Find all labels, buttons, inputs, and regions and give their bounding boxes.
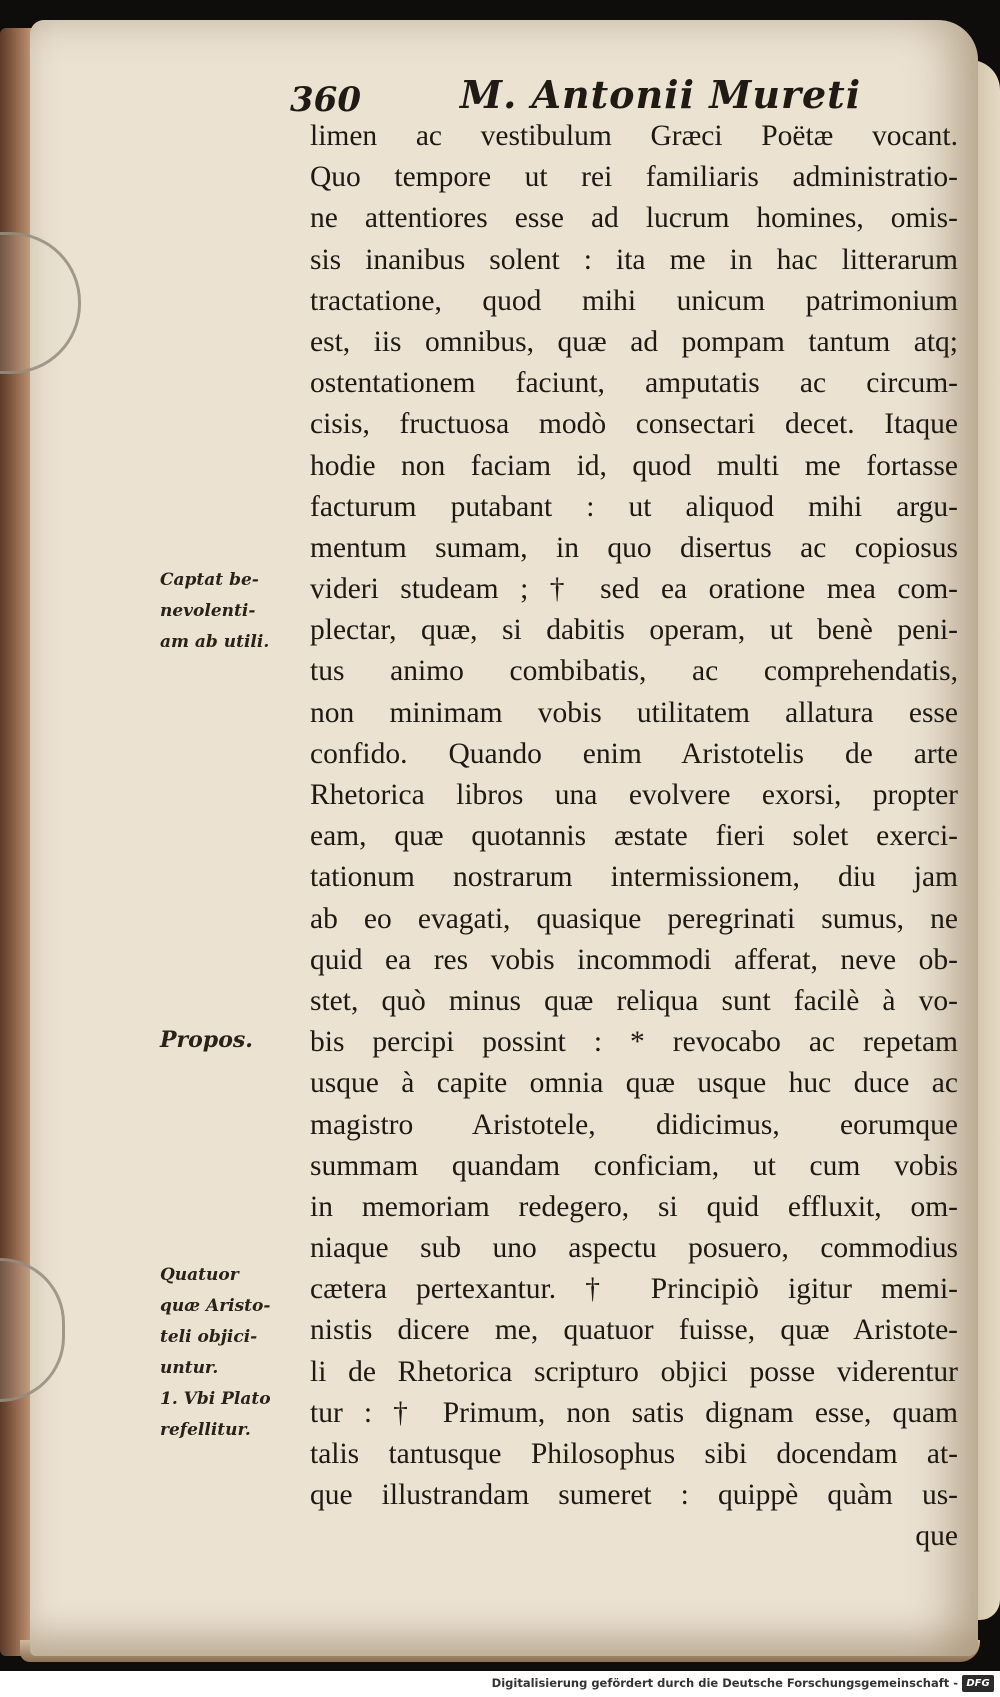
text-line: facturum putabant : ut aliquod mihi argu-: [310, 490, 958, 523]
text-line: ab eo evagati, quasique peregrinati sumus, ne: [310, 902, 958, 935]
text-line: sis inanibus solent : ita me in hac litterarum: [310, 243, 958, 276]
text-line: tus animo combibatis, ac comprehendatis,: [310, 655, 958, 688]
text-line: cætera pertexantur. † Principiò igitur memi-: [310, 1273, 958, 1306]
marginal-note-line: Captat be-: [160, 570, 259, 590]
text-line: est, iis omnibus, quæ ad pompam tantum atq;: [310, 325, 958, 358]
marginal-note-propositio: [160, 1025, 253, 1056]
text-line: summam quandam conficiam, ut cum vobis: [310, 1149, 958, 1182]
dfg-logo: DFG: [962, 1675, 994, 1692]
text-line: talis tantusque Philosophus sibi docendam at-: [310, 1438, 958, 1470]
marginal-note-benevolence: [160, 565, 269, 658]
marginal-note-line: nevolenti-: [160, 601, 256, 621]
text-line: Quo tempore ut rei familiaris administratio-: [310, 161, 958, 194]
text-line: tationum nostrarum intermissionem, diu jam: [310, 861, 958, 894]
text-line: limen ac vestibulum Græci Poëtæ vocant.: [310, 120, 958, 152]
text-line: tur : † Primum, non satis dignam esse, quam: [310, 1396, 958, 1429]
funding-credit: Digitalisierung gefördert durch die Deutsche Forschungsgemeinschaft -: [491, 1676, 958, 1690]
text-line: niaque sub uno aspectu posuero, commodius: [310, 1232, 958, 1265]
body-text: [310, 116, 958, 1558]
text-line: quid ea res vobis incommodi afferat, neve ob-: [310, 943, 958, 976]
text-line: plectar, quæ, si dabitis operam, ut benè peni-: [310, 614, 958, 647]
text-line: eam, quæ quotannis æstate fieri solet exerci-: [310, 820, 958, 853]
text-line: confido. Quando enim Aristotelis de arte: [310, 737, 958, 770]
text-line: non minimam vobis utilitatem allatura esse: [310, 696, 958, 729]
marginal-note-line: am ab utili.: [160, 632, 270, 652]
text-line: in memoriam redegero, si quid effluxit, om-: [310, 1190, 958, 1223]
marginal-note-line: untur.: [160, 1358, 219, 1378]
marginal-note-line: Propos.: [160, 1027, 253, 1053]
running-head: M. Antonii Mureti: [460, 72, 862, 117]
text-line: Rhetorica libros una evolvere exorsi, propter: [310, 779, 958, 811]
text-line: que illustrandam sumeret : quippè quàm us-: [310, 1479, 958, 1512]
marginal-note-objections: [160, 1260, 271, 1446]
text-line: tractatione, quod mihi unicum patrimonium: [310, 284, 958, 317]
text-line: bis percipi possint : * revocabo ac repetam: [310, 1026, 958, 1059]
marginal-note-line: 1. Vbi Plato: [160, 1389, 271, 1409]
text-line: mentum sumam, in quo disertus ac copiosus: [310, 531, 958, 564]
text-line: li de Rhetorica scripturo objici posse viderentur: [310, 1355, 958, 1388]
text-line: videri studeam ; † sed ea oratione mea com-: [310, 573, 958, 606]
page-number: 360: [290, 80, 361, 120]
marginal-note-line: Quatuor: [160, 1265, 239, 1285]
text-line: hodie non faciam id, quod multi me fortasse: [310, 449, 958, 482]
marginal-note-line: quæ Aristo-: [160, 1296, 271, 1316]
text-line: stet, quò minus quæ reliqua sunt facilè à vo-: [310, 984, 958, 1017]
digitization-footer: [0, 1671, 1000, 1697]
text-line: usque à capite omnia quæ usque huc duce ac: [310, 1067, 958, 1100]
marginal-note-line: refellitur.: [160, 1420, 251, 1440]
text-line: que: [915, 1520, 958, 1553]
text-line: ostentationem faciunt, amputatis ac circum-: [310, 367, 958, 400]
marginal-note-line: teli objici-: [160, 1327, 258, 1347]
text-line: cisis, fructuosa modò consectari decet. Itaque: [310, 408, 958, 441]
text-line: nistis dicere me, quatuor fuisse, quæ Aristote-: [310, 1314, 958, 1347]
text-line: ne attentiores esse ad lucrum homines, omis-: [310, 202, 958, 235]
text-line: magistro Aristotele, didicimus, eorumque: [310, 1108, 958, 1141]
